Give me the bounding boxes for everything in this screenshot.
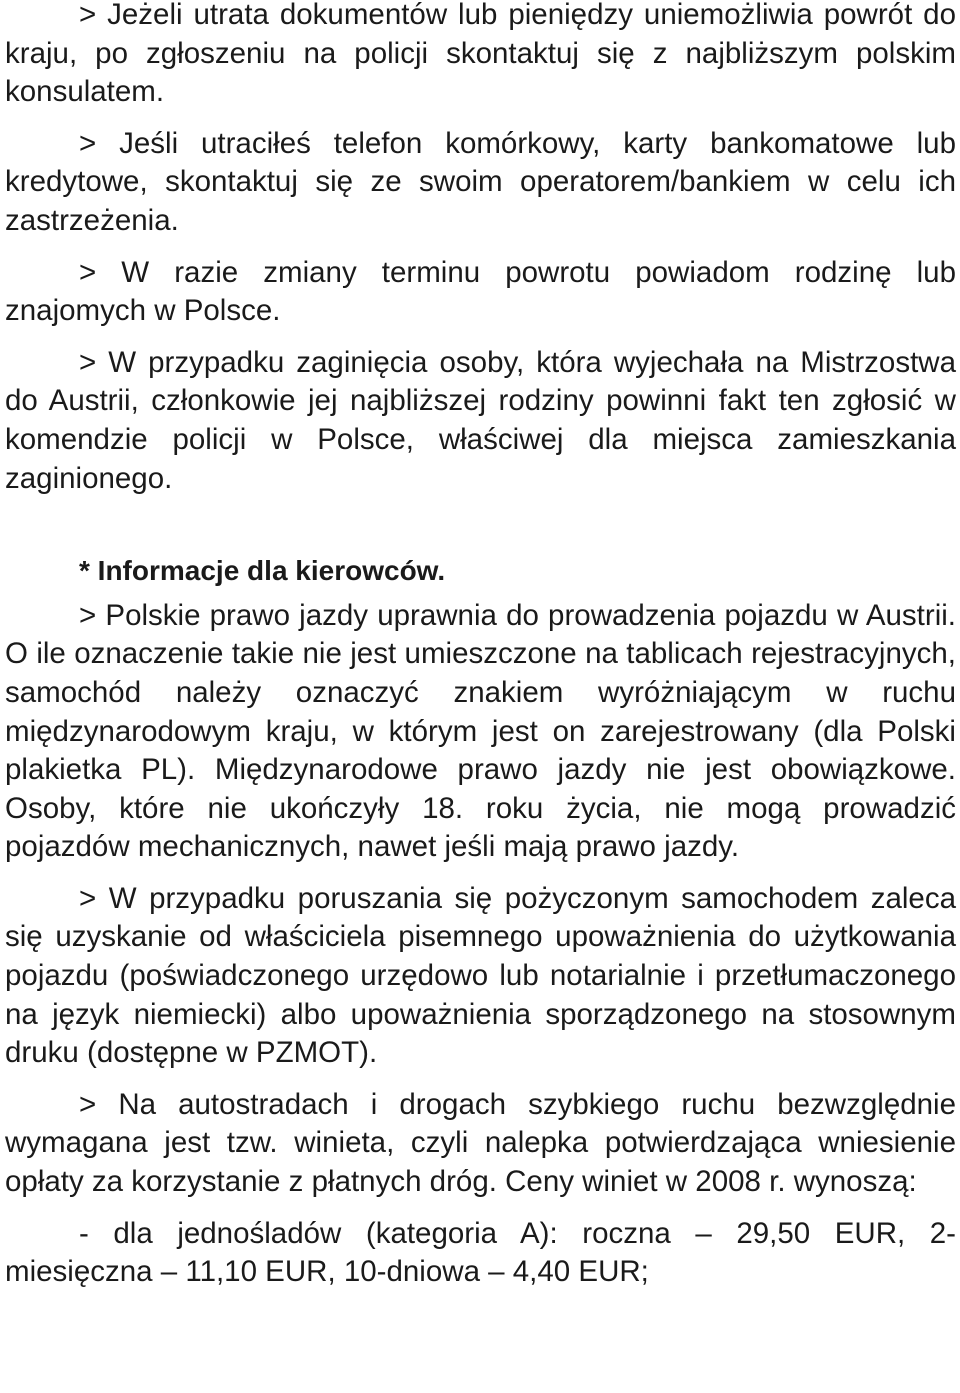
paragraph-borrowed-car: > W przypadku poruszania się pożyczonym samochodem zaleca się uzyskanie od właściciela pisemnego upoważnienia do użytkowania pojazdu (poświadczonego urzędowo lub notarialnie i przetłumaczonego na język niemiecki) albo upoważnienia sporządzonego na stosownym druku (dostępne w PZMOT). <box>5 881 956 1070</box>
paragraph-driving-license: > Polskie prawo jazdy uprawnia do prowadzenia pojazdu w Austrii. O ile oznaczenie takie nie jest umieszczone na tablicach rejestracyjnych, samochód należy oznaczyć znakiem wyróżniającym w ruchu międzynarodowym kraju, w którym jest on zarejestrowany (dla Polski plakietka PL). Międzynarodowe prawo jazdy nie jest obowiązkowe. Osoby, które nie ukończyły 18. roku życia, nie mogą prowadzić pojazdów mechanicznych, nawet jeśli mają prawo jazdy. <box>5 598 956 864</box>
paragraph-lost-documents: > Jeżeli utrata dokumentów lub pieniędzy uniemożliwia powrót do kraju, po zgłoszeniu na policji skontaktuj się z najbliższym polskim konsulatem. <box>5 0 956 109</box>
paragraph-vignette: > Na autostradach i drogach szybkiego ruchu bezwzględnie wymagana jest tzw. winieta, czyli nalepka potwierdzająca wniesienie opłaty za korzystanie z płatnych dróg. Ceny winiet w 2008 r. wynoszą: <box>5 1087 956 1199</box>
paragraph-missing-person: > W przypadku zaginięcia osoby, która wyjechała na Mistrzostwa do Austrii, członkowie jej najbliższej rodziny powinni fakt ten zgłosić w komendzie policji w Polsce, właściwej dla miejsca zamieszkania zaginionego. <box>5 345 956 495</box>
section-heading-drivers: * Informacje dla kierowców. <box>79 555 446 587</box>
paragraph-return-date-change: > W razie zmiany terminu powrotu powiadom rodzinę lub znajomych w Polsce. <box>5 255 956 328</box>
paragraph-lost-phone-cards: > Jeśli utraciłeś telefon komórkowy, karty bankomatowe lub kredytowe, skontaktuj się ze swoim operatorem/bankiem w celu ich zastrzeżenia. <box>5 126 956 237</box>
paragraph-vignette-prices-motorcycles: - dla jednośladów (kategoria A): roczna – 29,50 EUR, 2-miesięczna – 11,10 EUR, 10-dniowa – 4,40 EUR; <box>5 1216 956 1289</box>
